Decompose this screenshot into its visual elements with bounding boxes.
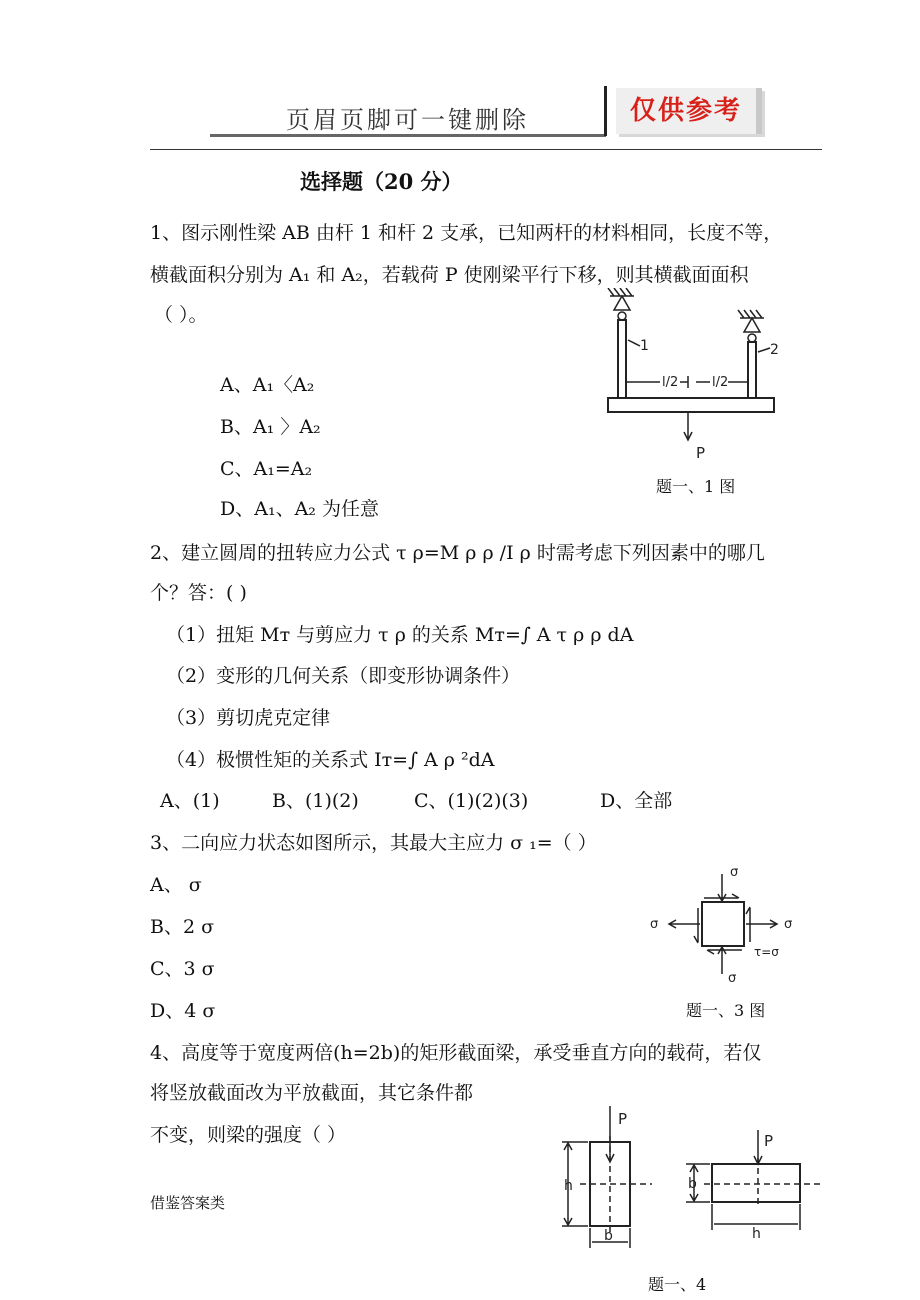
q3-option-d: D、4 σ bbox=[150, 1000, 216, 1022]
q1-line1: 1、图示刚性梁 AB 由杆 1 和杆 2 支承，已知两杆的材料相同，长度不等， bbox=[150, 222, 783, 244]
q4-h-left: h bbox=[564, 1178, 573, 1194]
q4-load-right: P bbox=[764, 1132, 774, 1150]
q1-figure-beam bbox=[600, 288, 800, 478]
q1-line3: （ ）。 bbox=[154, 304, 208, 326]
q2-answer-b: B、(1)(2) bbox=[272, 790, 359, 812]
reference-stamp bbox=[616, 88, 762, 134]
q2-answer-a: A、(1) bbox=[160, 790, 220, 812]
q2-answer-c: C、(1)(2)(3) bbox=[414, 790, 529, 812]
stress-left-label: σ bbox=[650, 917, 659, 932]
q4-caption: 题一、4 bbox=[648, 1275, 707, 1294]
q4-b-right: b bbox=[688, 1176, 697, 1192]
q3-figure-stress-element bbox=[642, 858, 812, 998]
q1-option-a: A、A₁〈A₂ bbox=[220, 374, 315, 396]
stamp-text: 仅供参考 bbox=[629, 96, 742, 126]
q2-answer-d: D、全部 bbox=[600, 790, 673, 812]
q2-item-3: （3）剪切虎克定律 bbox=[166, 707, 331, 729]
q3-option-b: B、2 σ bbox=[150, 916, 215, 938]
q4-b-left: b bbox=[604, 1228, 613, 1244]
q2-line2: 个？答：( ) bbox=[150, 582, 247, 604]
q1-option-d: D、A₁、A₂ 为任意 bbox=[220, 498, 379, 520]
q2-line1: 2、建立圆周的扭转应力公式 τ ρ=M ρ ρ /I ρ 时需考虑下列因素中的哪几 bbox=[150, 542, 765, 564]
q4-h-right: h bbox=[752, 1226, 761, 1242]
q1-option-c: C、A₁=A₂ bbox=[220, 458, 313, 480]
q2-item-2: （2）变形的几何关系（即变形协调条件） bbox=[166, 665, 521, 687]
half-length-right: l/2 bbox=[712, 375, 729, 390]
q4-line2: 将竖放截面改为平放截面，其它条件都 bbox=[150, 1082, 474, 1104]
header-text: 页眉页脚可一键删除 bbox=[286, 106, 529, 134]
header-rule bbox=[150, 149, 822, 150]
stress-top-label: σ bbox=[730, 865, 739, 880]
section-title: 选择题（20 分） bbox=[300, 169, 463, 194]
stress-right-label: σ bbox=[784, 917, 793, 932]
half-length-left: l/2 bbox=[662, 375, 679, 390]
footer-note: 借鉴答案类 bbox=[150, 1194, 226, 1212]
q4-load-left: P bbox=[618, 1110, 628, 1128]
rod-1-label: 1 bbox=[640, 338, 649, 354]
load-p-label: P bbox=[696, 444, 706, 462]
header-divider bbox=[604, 86, 607, 136]
shear-label: τ=σ bbox=[754, 945, 779, 959]
q1-line2: 横截面积分别为 A₁ 和 A₂，若载荷 P 使刚梁平行下移，则其横截面面积 bbox=[150, 264, 749, 286]
q4-line3: 不变，则梁的强度（ ） bbox=[150, 1124, 347, 1146]
q2-item-4: （4）极惯性矩的关系式 Iᴛ=∫ A ρ ²dA bbox=[166, 749, 495, 771]
header-underline bbox=[210, 134, 606, 137]
q2-item-1: （1）扭矩 Mᴛ 与剪应力 τ ρ 的关系 Mᴛ=∫ A τ ρ ρ dA bbox=[166, 624, 634, 646]
q1-option-b: B、A₁ 〉A₂ bbox=[220, 416, 321, 438]
q4-figure-cross-sections bbox=[548, 1100, 838, 1260]
q3-line1: 3、二向应力状态如图所示，其最大主应力 σ ₁=（ ） bbox=[150, 832, 597, 854]
q3-option-a: A、 σ bbox=[150, 874, 202, 896]
q3-caption: 题一、3 图 bbox=[686, 1001, 766, 1020]
rod-2-label: 2 bbox=[770, 342, 779, 358]
q4-line1: 4、高度等于宽度两倍(h=2b)的矩形截面梁，承受垂直方向的载荷，若仅 bbox=[150, 1042, 762, 1064]
stress-bottom-label: σ bbox=[728, 971, 737, 986]
q1-caption: 题一、1 图 bbox=[656, 477, 736, 496]
q3-option-c: C、3 σ bbox=[150, 958, 215, 980]
